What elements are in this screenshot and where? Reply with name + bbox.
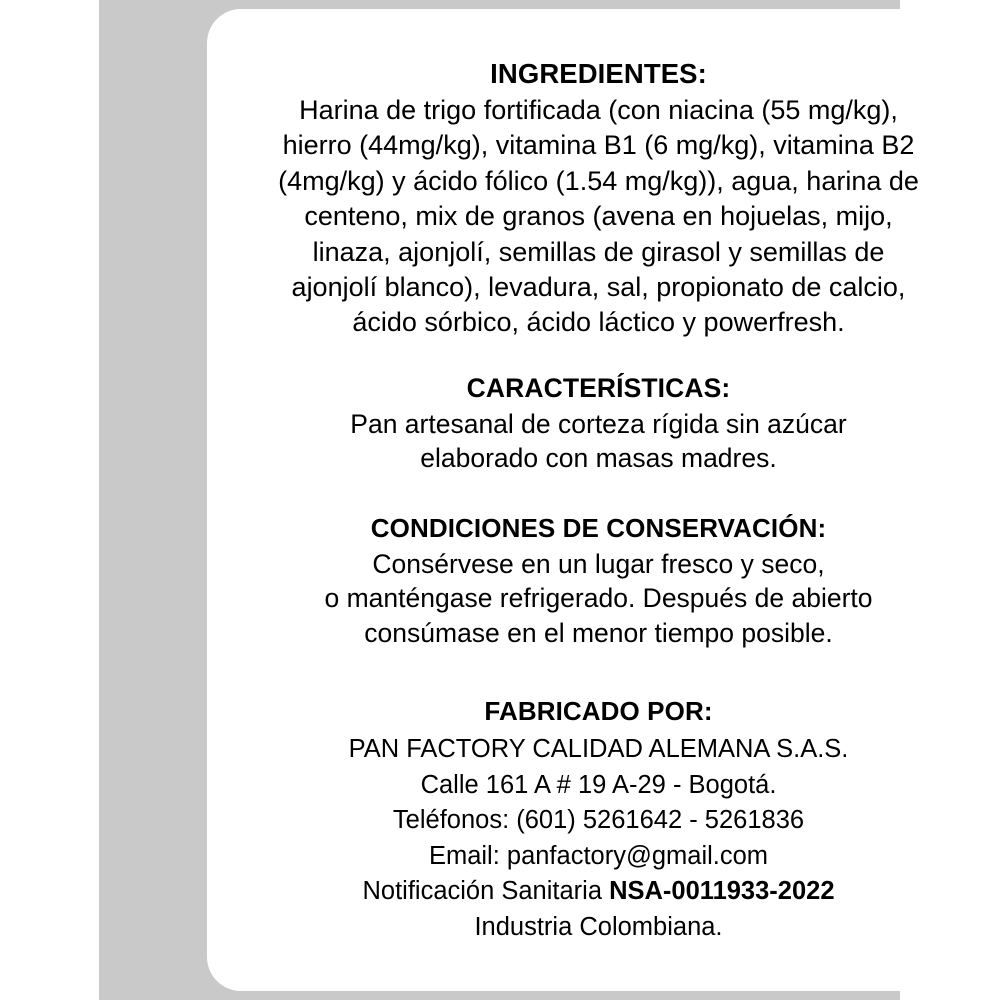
country-of-origin: Industria Colombiana. [474,912,723,941]
storage-line: o manténgase refrigerado. Después de abierto [324,583,873,614]
sanitary-registration-code: NSA-0011933-2022 [609,877,835,906]
label-frame-border [99,0,919,1000]
storage-section [235,511,962,651]
sanitary-registration-label: Notificación Sanitaria [362,877,610,906]
ingredients-line: centeno, mix de granos (avena en hojuelas, mijo, [304,201,893,232]
ingredients-line: hierro (44mg/kg), vitamina B1 (6 mg/kg), vitamina B2 [282,130,915,161]
storage-body [235,547,962,651]
manufacturer-heading: FABRICADO POR: [484,696,713,727]
ingredients-line: Harina de trigo fortificada (con niacina (55 mg/kg), [299,95,898,125]
manufacturer-company-name: PAN FACTORY CALIDAD ALEMANA S.A.S. [348,735,849,764]
storage-line: Consérvese en un lugar fresco y seco, [372,548,825,579]
features-heading: CARACTERÍSTICAS: [466,372,731,403]
manufacturer-email: Email: panfactory@gmail.com [428,841,769,870]
storage-heading: CONDICIONES DE CONSERVACIÓN: [370,512,827,543]
storage-line: consúmase en el menor tiempo posible. [364,617,833,648]
ingredients-line: ajonjolí blanco), levadura, sal, propionato de calcio, [291,272,906,303]
label-card [207,9,990,991]
ingredients-line: ácido sórbico, ácido láctico y powerfresh. [352,307,845,338]
manufacturer-address: Calle 161 A # 19 A-29 - Bogotá. [420,770,777,799]
features-body [235,407,962,476]
ingredients-line: linaza, ajonjolí, semillas de girasol y semillas de [312,236,885,267]
features-section [235,371,962,476]
features-line: Pan artesanal de corteza rígida sin azúcar [350,408,847,439]
ingredients-line: (4mg/kg) y ácido fólico (1.54 mg/kg)), agua, harina de [278,165,919,196]
ingredients-section [235,57,962,341]
manufacturer-section [235,694,962,945]
ingredients-heading: INGREDIENTES: [490,58,707,89]
ingredients-body [235,93,962,341]
manufacturer-phones: Teléfonos: (601) 5261642 - 5261836 [392,806,805,835]
sanitary-registration [235,874,962,910]
features-line: elaborado con masas madres. [420,443,777,474]
